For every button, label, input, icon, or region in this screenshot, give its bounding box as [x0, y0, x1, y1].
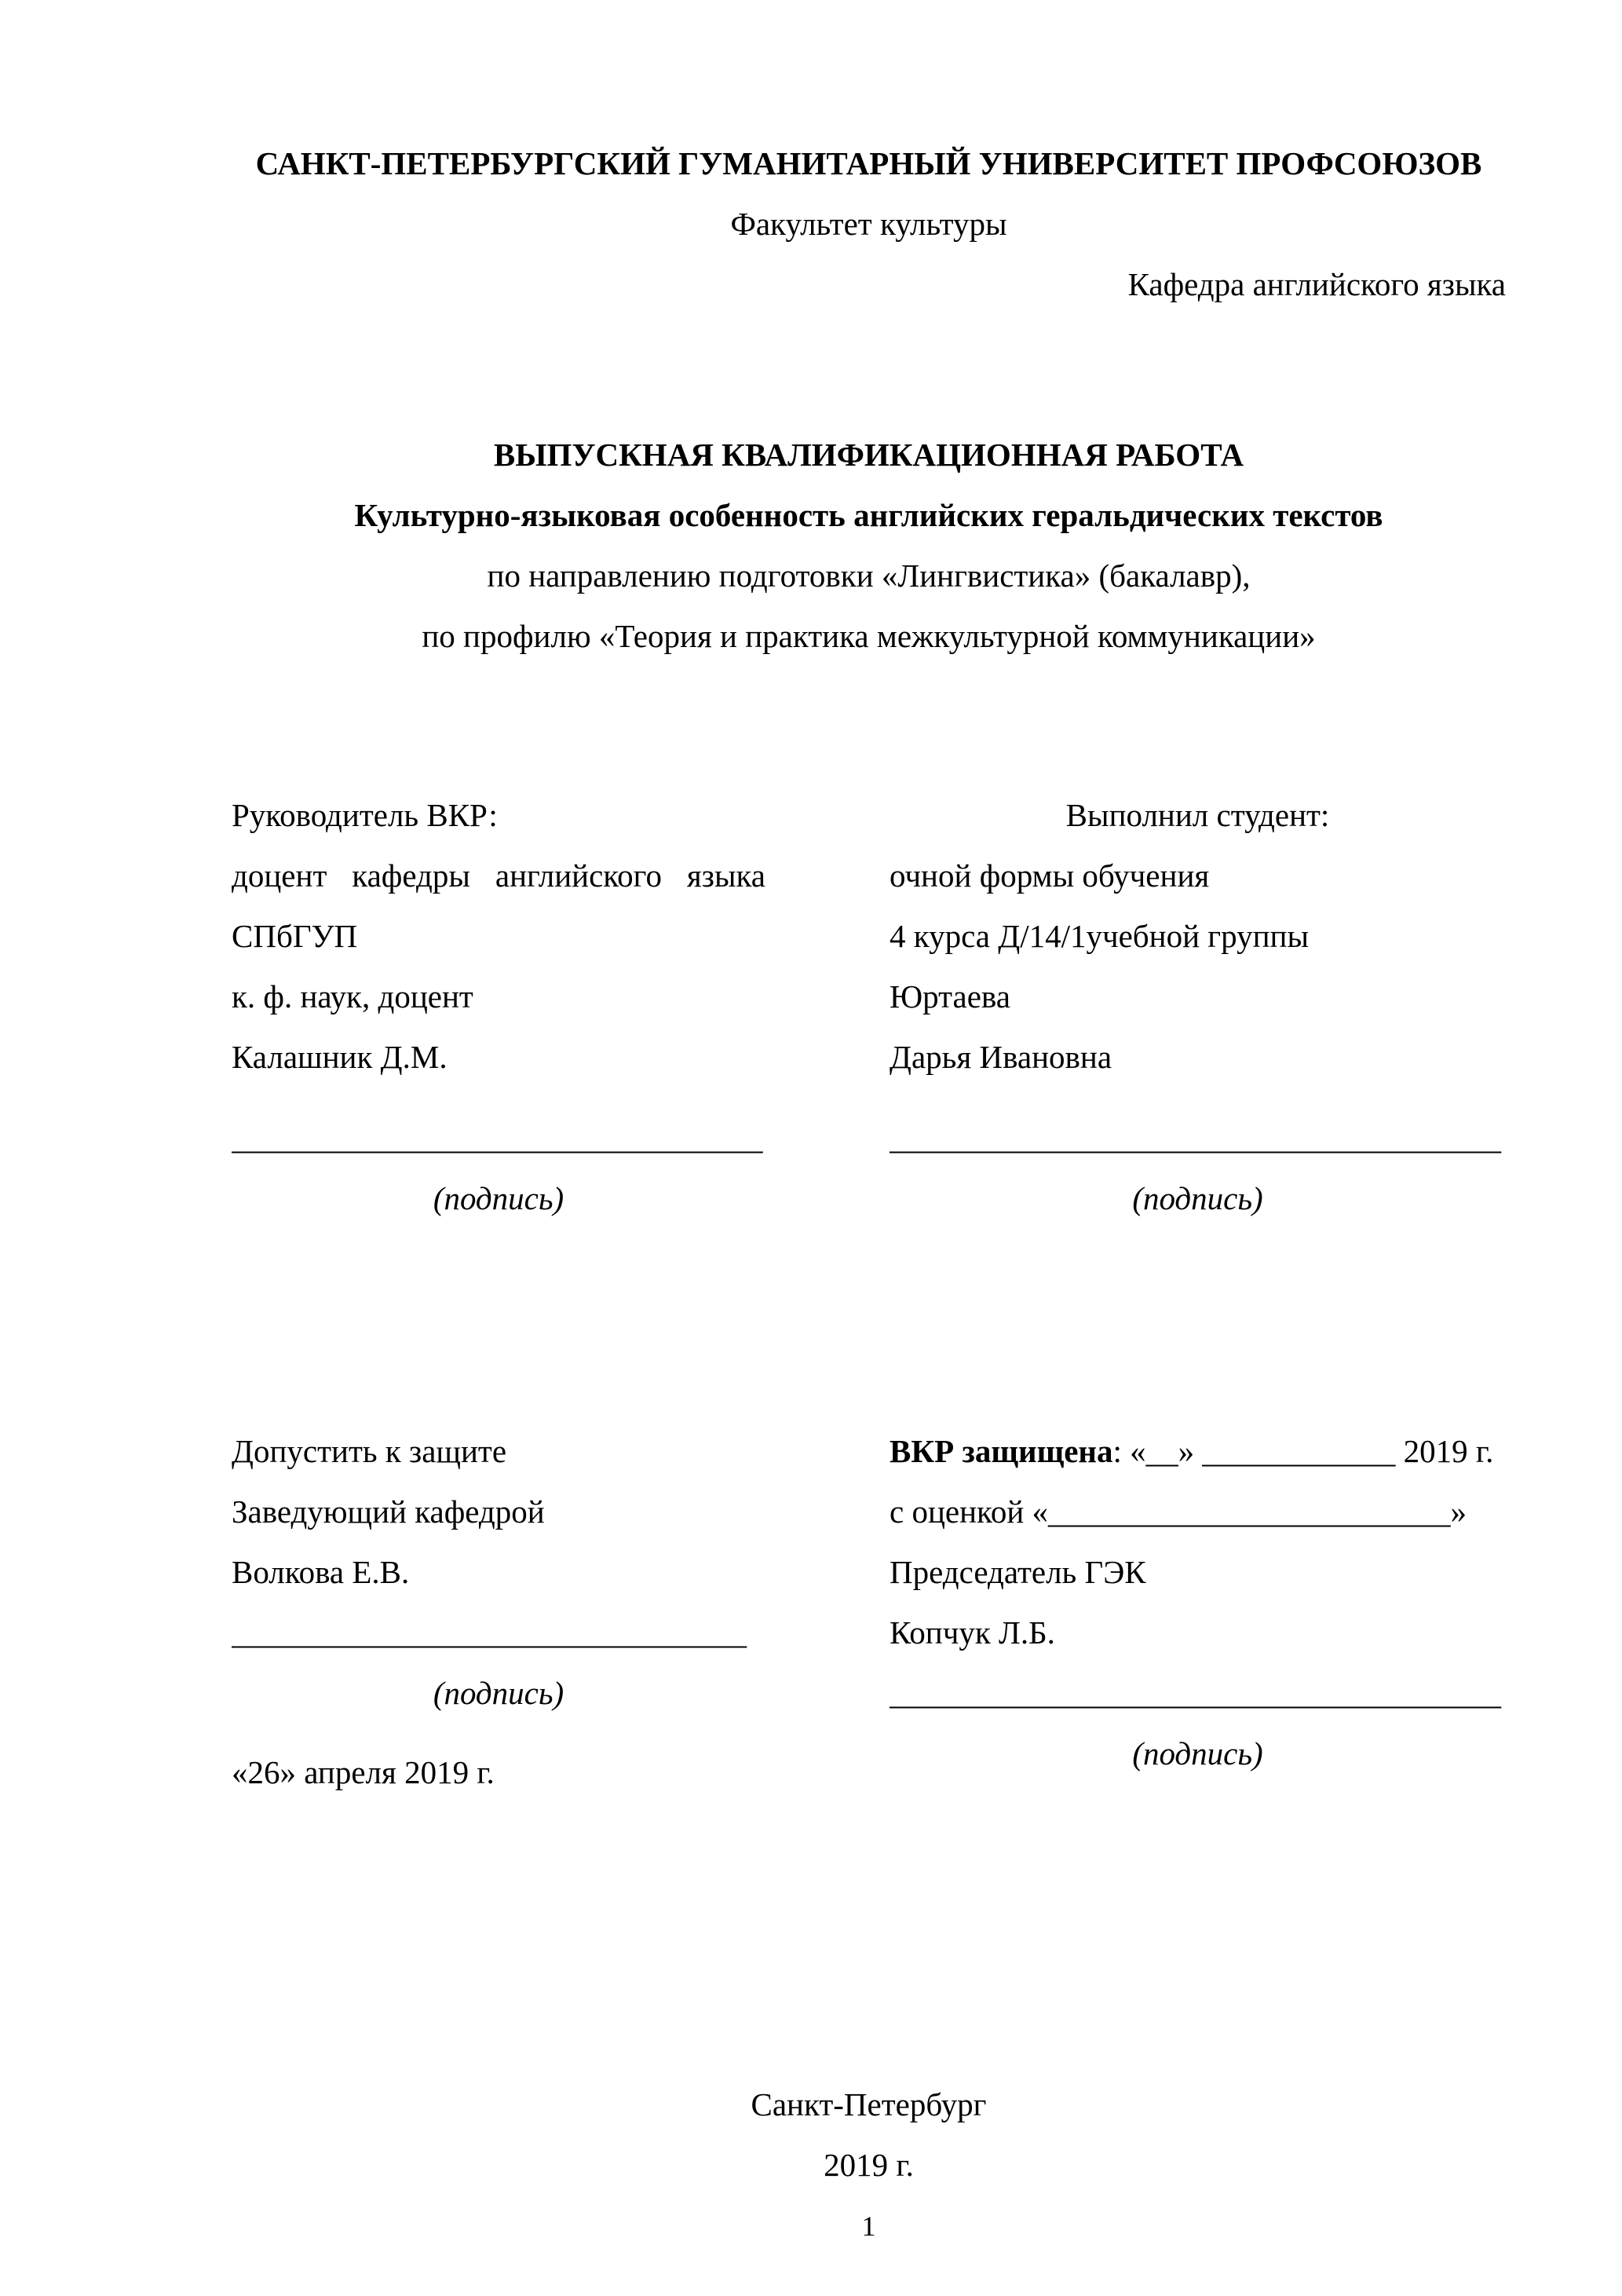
student-label: Выполнил студент: — [1065, 796, 1330, 833]
program-line: по направлению подготовки «Лингвистика» (бакалавр), — [487, 558, 1251, 594]
defense-label: ВКР защищена — [890, 1433, 1113, 1470]
approval-signature-line: ________________________________ — [232, 1614, 747, 1651]
department-name: Кафедра английского языка — [1127, 266, 1506, 303]
student-name: Дарья Ивановна — [890, 1038, 1112, 1075]
supervisor-degree: к. ф. наук, доцент — [232, 978, 473, 1015]
chair-label: Председатель ГЭК — [890, 1554, 1146, 1591]
approval-signature-caption: (подпись) — [433, 1675, 564, 1712]
faculty-name: Факультет культуры — [730, 206, 1007, 243]
supervisor-signature-caption: (подпись) — [433, 1180, 564, 1217]
title-block — [232, 425, 1506, 667]
city-line: Санкт-Петербург — [751, 2086, 987, 2122]
student-block — [890, 785, 1506, 1230]
supervisor-block — [232, 785, 765, 1230]
head-name: Волкова Е.В. — [232, 1554, 410, 1591]
defense-line — [890, 1421, 1506, 1482]
head-label: Заведующий кафедрой — [232, 1493, 545, 1530]
supervisor-position: доцент кафедры английского языка СПбГУП — [232, 857, 765, 954]
defense-block — [890, 1421, 1506, 1784]
defense-signature-line: ______________________________________ — [890, 1675, 1501, 1712]
defense-signature-caption: (подпись) — [1132, 1735, 1263, 1772]
year-line: 2019 г. — [824, 2146, 914, 2183]
defense-rest: : «__» ____________ 2019 г. — [1112, 1433, 1494, 1470]
profile-line: по профилю «Теория и практика межкультурной коммуникации» — [422, 618, 1316, 655]
university-name: САНКТ-ПЕТЕРБУРГСКИЙ ГУМАНИТАРНЫЙ УНИВЕРСИТЕТ ПРОФСОЮЗОВ — [255, 145, 1482, 181]
supervisor-student-section — [232, 785, 1506, 1230]
student-group: 4 курса Д/14/1учебной группы — [890, 917, 1310, 954]
student-signature-caption: (подпись) — [1132, 1180, 1263, 1217]
document-footer — [232, 2075, 1506, 2247]
work-title: Культурно-языковая особенность английских геральдических текстов — [354, 497, 1383, 534]
student-study-form: очной формы обучения — [890, 857, 1210, 894]
student-signature-line: ______________________________________ — [890, 1119, 1501, 1156]
page-number: 1 — [861, 2210, 876, 2242]
approval-defense-section — [232, 1421, 1506, 1803]
approval-block — [232, 1421, 765, 1803]
approval-date: «26» апреля 2019 г. — [232, 1754, 495, 1791]
admit-line: Допустить к защите — [232, 1433, 507, 1470]
document-header — [232, 133, 1506, 315]
grade-line: с оценкой «_________________________» — [890, 1493, 1467, 1530]
supervisor-label: Руководитель ВКР: — [232, 796, 498, 833]
student-surname: Юртаева — [890, 978, 1010, 1015]
chair-name: Копчук Л.Б. — [890, 1614, 1055, 1651]
supervisor-name: Калашник Д.М. — [232, 1038, 448, 1075]
supervisor-signature-line: _________________________________ — [232, 1119, 763, 1156]
work-type: ВЫПУСКНАЯ КВАЛИФИКАЦИОННАЯ РАБОТА — [493, 437, 1244, 473]
